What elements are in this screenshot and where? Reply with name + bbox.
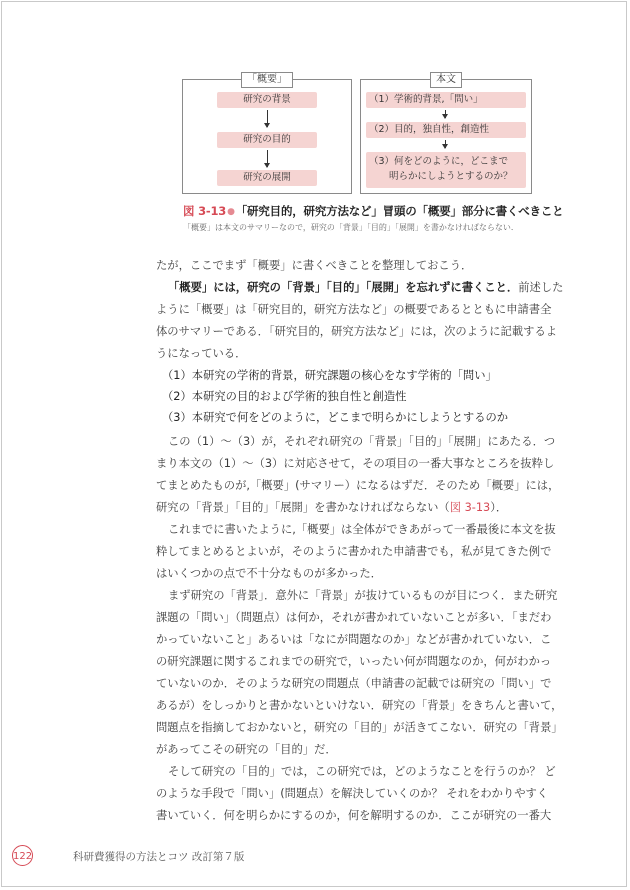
- key-statement: 「概要」には，研究の「背景」「目的」「展開」を忘れずに書くこと．: [168, 281, 519, 294]
- main-text-item-3-line2: 明らかにしようとするのか？: [389, 171, 513, 182]
- caption-dot-icon: ●: [227, 207, 235, 217]
- paragraph-line: のような手段で「問い」(問題点）を解決していくのか？ それをわかりやすく: [156, 787, 549, 800]
- paragraph-line: [168, 280, 563, 296]
- figure-reference-link[interactable]: 図 3-13: [449, 501, 491, 514]
- paragraph-line: ように「概要」は「研究目的，研究方法など」の概要であるとともに申請書全: [156, 303, 552, 316]
- paragraph-line: はいくつかの点で不十分なものが多かった．: [156, 567, 382, 580]
- main-text-box-label: 本文: [430, 72, 462, 88]
- book-title: 科研費獲得の方法とコツ 改訂第７版: [73, 851, 245, 863]
- paragraph-text: 前述した: [518, 281, 564, 294]
- paragraph-line: てまとめたものが,「概要」(サマリー）になるはずだ．そのため「概要」には，: [156, 479, 560, 492]
- figure-number: 図 3-13: [183, 204, 227, 218]
- main-text-item-1: （1）学術的背景,「問い」: [366, 92, 526, 108]
- arrow-down-icon: [267, 150, 268, 167]
- arrow-down-icon: [267, 110, 268, 127]
- overview-item-background: 研究の背景: [217, 92, 317, 108]
- page-number: 122: [12, 845, 33, 866]
- paragraph-line: 書いていく．何を明らかにするのか，何を解明するのか．ここが研究の一番大: [156, 809, 552, 822]
- main-text-item-2: （2）目的，独自性，創造性: [366, 122, 526, 138]
- paragraph-text: ）．: [490, 501, 508, 514]
- list-item: （3）本研究で何をどのように，どこまで明らかにしようとするのか: [162, 411, 509, 424]
- figure-main-text-box: [360, 74, 532, 194]
- figure-caption-sub: 「概要」は本文のサマリーなので，研究の「背景」「目的」「展開」を書かなければならない．: [183, 223, 519, 232]
- paragraph-line: これまでに書いたように,「概要」は全体ができあがって一番最後に本文を抜: [168, 523, 556, 536]
- figure-overview-box: [182, 74, 352, 194]
- arrow-down-icon: [445, 110, 446, 118]
- paragraph-line: [156, 500, 507, 516]
- paragraph-line: 粋してまとめるとよいが，そのように書かれた申請書でも，私が見てきた例で: [156, 545, 552, 558]
- main-text-item-3: [366, 152, 526, 188]
- paragraph-line: たが，ここでまず「概要」に書くべきことを整理しておこう．: [156, 259, 473, 272]
- paragraph-line: まず研究の「背景」．意外に「背景」が抜けているものが目につく．また研究: [168, 589, 558, 602]
- paragraph-line: まり本文の（1）～（3）に対応させて，その項目の一番大事なところを抜粋し: [156, 457, 555, 470]
- overview-box-label: 「概要」: [241, 72, 293, 88]
- overview-item-development: 研究の展開: [217, 170, 317, 186]
- overview-item-purpose: 研究の目的: [217, 132, 317, 148]
- figure-caption: [183, 203, 563, 219]
- figure-title: 「研究目的，研究方法など」冒頭の「概要」部分に書くべきこと: [235, 204, 564, 218]
- paragraph-line: この（1）～（3）が，それぞれ研究の「背景」「目的」「展開」にあたる．つ: [168, 435, 556, 448]
- paragraph-line: かっていないこと」あるいは「なにが問題なのか」などが書かれていない．こ: [156, 633, 552, 646]
- paragraph-line: 課題の「問い」（問題点）は何か，それが書かれていないことが多い．「まだわ: [156, 611, 552, 624]
- list-item: （2）本研究の目的および学術的独自性と創造性: [162, 390, 407, 403]
- paragraph-line: 問題点を指摘しておかないと，研究の「目的」が活きてこない．研究の「背景」: [156, 721, 563, 734]
- paragraph-line: の研究課題に関するこれまでの研究で，いったい何が問題なのか，何がわかっ: [156, 655, 552, 668]
- list-item: （1）本研究の学術的背景，研究課題の核心をなす学術的「問い」: [162, 369, 497, 382]
- paragraph-line: ていないのか．そのような研究の問題点（申請書の記載では研究の「問い」で: [156, 677, 552, 690]
- paragraph-text: 研究の「背景」「目的」「展開」を書かなければならない（: [156, 501, 450, 514]
- paragraph-line: 体のサマリーである．「研究目的，研究方法など」には，次のように記載するよ: [156, 325, 558, 338]
- main-text-item-3-line1: （3）何をどのように，どこまで: [369, 156, 509, 167]
- paragraph-line: そして研究の「目的」では，この研究では，どのようなことを行うのか？ ど: [168, 765, 556, 778]
- paragraph-line: うになっている．: [156, 347, 247, 360]
- paragraph-line: あるが）をしっかりと書かないといけない．研究の「背景」をきちんと書いて，: [156, 699, 563, 712]
- arrow-down-icon: [445, 140, 446, 148]
- paragraph-line: があってこその研究の「目的」だ．: [156, 743, 337, 756]
